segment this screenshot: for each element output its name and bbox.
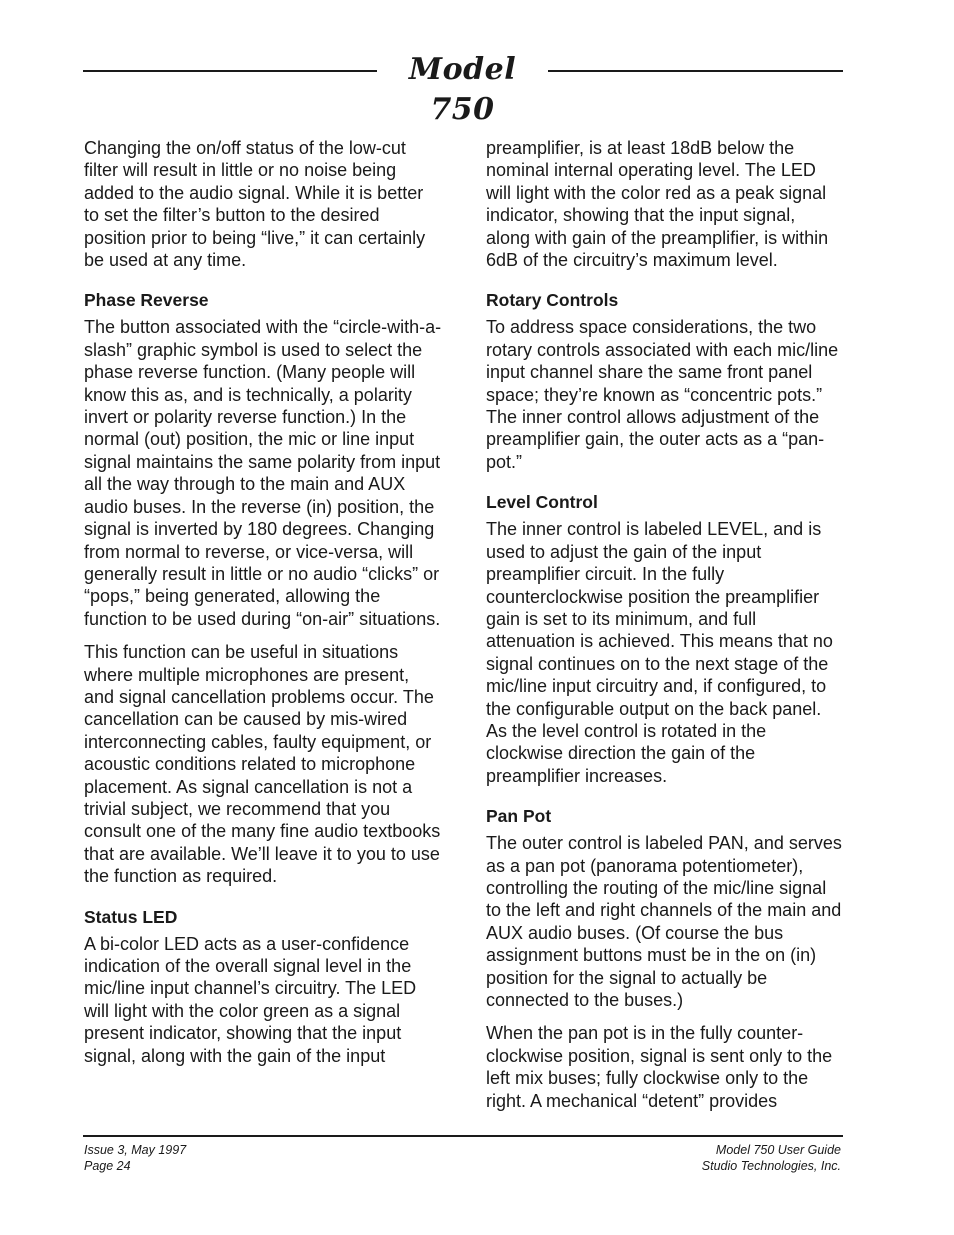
right-column bbox=[486, 137, 844, 1112]
intro-paragraph: Changing the on/off status of the low-cut filter will result in little or no noise being added to the audio signal. While it is better to set the filter’s button to the desired position prior to being “live,” it can certainly be used at any time. bbox=[84, 138, 426, 271]
footer-left bbox=[84, 1143, 186, 1174]
footer-page-number: Page 24 bbox=[84, 1158, 131, 1173]
footer-issue: Issue 3, May 1997 bbox=[84, 1143, 187, 1157]
phase-reverse-paragraph-1: The button associated with the “circle-with-a-slash” graphic symbol is used to select the phase reverse function. (Many people will know this as, and is technically, a polarity invert or polarity reverse function.) In the normal (out) position, the mic or line input signal maintains the same polarity from input all the way through to the main and AUX audio buses. In the reverse (in) position, the signal is inverted by 180 degrees. Changing from normal to reverse, or vice-versa, will generally result in little or no audio “clicks” or “pops,” being generated, allowing the function to be used during “on-air” situations. bbox=[84, 317, 442, 629]
header-rule-right bbox=[548, 70, 843, 72]
section-heading-status-led: Status LED bbox=[84, 906, 178, 927]
phase-reverse-paragraph-2: This function can be useful in situations where multiple microphones are present, and signal cancellation problems occur. The cancellation can be caused by mis-wired interconnecting cables, faulty equipment, or acoustic conditions related to microphone placement. As signal cancellation is not a trivial subject, we recommend that you consult one of the many fine audio textbooks that are available. We’ll leave it to you to use the function as required. bbox=[84, 642, 441, 887]
section-heading-phase-reverse: Phase Reverse bbox=[84, 290, 209, 311]
pan-pot-paragraph-1: The outer control is labeled PAN, and serves as a pan pot (panorama potentiometer), controlling the routing of the mic/line signal to the left and right channels of the main and AUX audio buses. (Of course the bus assignment buttons must be in the on (in) position for the signal to actually be connected to the buses.) bbox=[486, 833, 842, 1010]
section-heading-level-control: Level Control bbox=[486, 492, 598, 513]
status-led-continuation: preamplifier, is at least 18dB below the nominal internal operating level. The LED will light with the color red as a peak signal indicator, showing that the input signal, along with gain of the preamplifier, is within 6dB of the circuitry’s maximum level. bbox=[486, 138, 829, 271]
rotary-controls-paragraph: To address space considerations, the two rotary controls associated with each mic/line input channel share the same front panel space; they’re known as “concentric pots.” The inner control allows adjustment of the preamplifier gain, the outer acts as a “pan-pot.” bbox=[486, 317, 839, 472]
page-title: Model 750 bbox=[408, 52, 517, 127]
section-heading-rotary-controls: Rotary Controls bbox=[486, 290, 619, 311]
header-rule-left bbox=[83, 70, 377, 72]
footer-company: Studio Technologies, Inc. bbox=[701, 1158, 841, 1173]
section-heading-pan-pot: Pan Pot bbox=[486, 806, 552, 827]
footer-right bbox=[702, 1143, 841, 1174]
pan-pot-paragraph-2: When the pan pot is in the fully counter-clockwise position, signal is sent only to the left mix buses; fully clockwise only to the right. A mechanical “detent” provides bbox=[486, 1023, 833, 1111]
level-control-paragraph: The inner control is labeled LEVEL, and is used to adjust the gain of the input preamplifier circuit. In the fully counterclockwise position the preamplifier gain is set to its minimum, and full attenuation is achieved. This means that no signal continues on to the next stage of the mic/line input circuitry and, if configured, to the configurable output on the back panel. As the level control is rotated in the clockwise direction the gain of the preamplifier increases. bbox=[486, 519, 833, 786]
left-column bbox=[84, 137, 442, 1067]
footer-rule bbox=[83, 1135, 843, 1137]
footer-guide-name: Model 750 User Guide bbox=[715, 1143, 841, 1157]
status-led-paragraph-1: A bi-color LED acts as a user-confidence indication of the overall signal level in the mic/line input channel’s circuitry. The LED will light with the color green as a signal present indicator, showing that the input signal, along with the gain of the input bbox=[84, 933, 417, 1066]
